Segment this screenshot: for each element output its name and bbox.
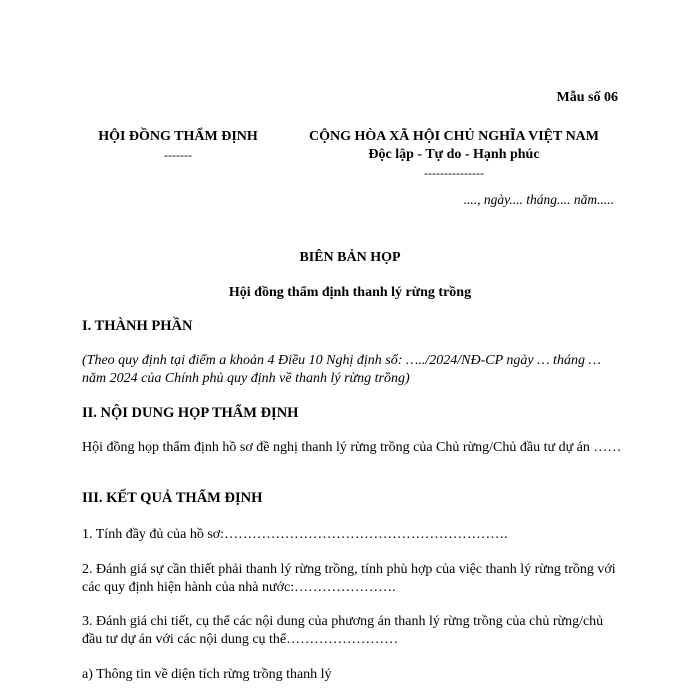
issuing-body-block <box>88 129 268 163</box>
result-item-3: 3. Đánh giá chi tiết, cụ thể các nội dung của phương án thanh lý rừng trồng của chủ rừng/chủ đầu tư dự án với các nội dung cụ thể…………………… <box>82 614 604 647</box>
national-header-block <box>282 129 626 181</box>
section-2-text: Hội đồng họp thẩm định hồ sơ đề nghị thanh lý rừng trồng của Chủ rừng/Chủ đầu tư dự án …… <box>82 440 622 455</box>
document-subtitle: Hội đồng thẩm định thanh lý rừng trồng <box>228 285 472 300</box>
issuing-body-rule: ------- <box>164 148 192 162</box>
nation-name: CỘNG HÒA XÃ HỘI CHỦ NGHĨA VIỆT NAM <box>308 129 599 144</box>
form-number: Mẫu số 06 <box>556 90 618 105</box>
section-1-heading: I. THÀNH PHẦN <box>82 318 193 334</box>
result-item-1: 1. Tính đầy đủ của hồ sơ:……………………………………………………. <box>82 527 508 542</box>
document-title: BIÊN BẢN HỌP <box>299 250 401 265</box>
section-2-heading: II. NỘI DUNG HỌP THẨM ĐỊNH <box>82 405 299 421</box>
issuing-body-name: HỘI ĐỒNG THẨM ĐỊNH <box>98 129 258 144</box>
result-item-2: 2. Đánh giá sự cần thiết phải thanh lý rừng trồng, tính phù hợp của việc thanh lý rừng trồng với các quy định hiện hành của nhà nước:…………………. <box>82 562 616 595</box>
result-item-a: a) Thông tin về diện tích rừng trồng thanh lý <box>82 667 332 682</box>
national-motto: Độc lập - Tự do - Hạnh phúc <box>368 147 540 162</box>
section-3-heading: III. KẾT QUẢ THẨM ĐỊNH <box>82 490 263 506</box>
section-1-note: (Theo quy định tại điểm a khoản 4 Điều 10 Nghị định số: …../2024/NĐ-CP ngày … tháng … năm 2024 của Chính phủ quy định về thanh lý rừng trồng) <box>82 353 601 386</box>
motto-rule: --------------- <box>424 166 484 180</box>
date-line: ...., ngày.... tháng.... năm..... <box>463 192 614 207</box>
